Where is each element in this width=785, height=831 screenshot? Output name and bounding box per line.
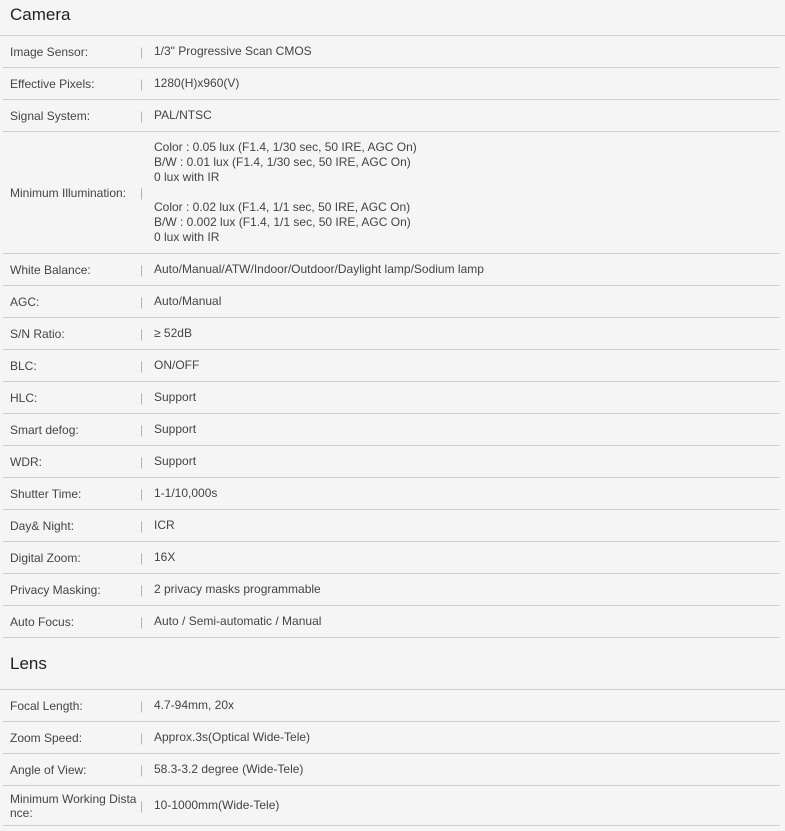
spec-row-shutter-time [3, 478, 780, 510]
spec-value: Color : 0.05 lux (F1.4, 1/30 sec, 50 IRE, AGC On) B/W : 0.01 lux (F1.4, 1/30 sec, 50 IRE, AGC On) 0 lux with IR Color : 0.02 lux (F1.4, 1/1 sec, 50 IRE, AGC On) B/W : 0.002 lux (F1.4, 1/1 sec, 50 IRE, AGC On) 0 lux with IR [154, 140, 417, 244]
spec-row-angle-of-view [3, 754, 780, 786]
spec-label: Privacy Masking: [10, 582, 101, 597]
spec-label: WDR: [10, 454, 42, 469]
spec-value: 58.3-3.2 degree (Wide-Tele) [154, 762, 304, 776]
spec-value: Auto / Semi-automatic / Manual [154, 614, 322, 628]
spec-row-image-sensor [3, 36, 780, 68]
spec-value: 2 privacy masks programmable [154, 582, 321, 596]
spec-row-auto-focus [3, 606, 780, 638]
spec-value: PAL/NTSC [154, 108, 212, 122]
spec-label: Focal Length: [10, 698, 83, 713]
spec-separator: | [140, 798, 144, 813]
spec-separator: | [140, 762, 144, 777]
spec-separator: | [140, 390, 144, 405]
spec-separator: | [140, 698, 144, 713]
spec-separator: | [140, 486, 144, 501]
spec-label: AGC: [10, 294, 40, 309]
spec-value: 16X [154, 550, 176, 564]
spec-separator: | [140, 262, 144, 277]
spec-label: HLC: [10, 390, 38, 405]
spec-row-focal-length [3, 690, 780, 722]
spec-value: 1280(H)x960(V) [154, 76, 240, 90]
spec-row-sn-ratio [3, 318, 780, 350]
spec-value: 4.7-94mm, 20x [154, 698, 235, 712]
spec-label: S/N Ratio: [10, 326, 65, 341]
spec-label: White Balance: [10, 262, 91, 277]
spec-row-blc [3, 350, 780, 382]
spec-row-hlc [3, 382, 780, 414]
spec-label: BLC: [10, 358, 37, 373]
spec-value: Auto/Manual [154, 294, 222, 308]
spec-row-minimum-illumination [3, 132, 780, 254]
spec-row-effective-pixels [3, 68, 780, 100]
spec-separator: | [140, 185, 144, 200]
section-title-camera: Camera [0, 0, 785, 36]
spec-value: 10-1000mm(Wide-Tele) [154, 798, 280, 812]
spec-value: Auto/Manual/ATW/Indoor/Outdoor/Daylight lamp/Sodium lamp [154, 262, 484, 276]
spec-row-digital-zoom [3, 542, 780, 574]
spec-separator: | [140, 454, 144, 469]
spec-label: Auto Focus: [10, 614, 75, 629]
spec-separator: | [140, 550, 144, 565]
spec-row-zoom-speed [3, 722, 780, 754]
spec-label: Minimum Working Distance: [10, 791, 137, 820]
spec-row-day-night [3, 510, 780, 542]
spec-separator: | [140, 614, 144, 629]
spec-separator: | [140, 582, 144, 597]
spec-label: Shutter Time: [10, 486, 82, 501]
spec-row-wdr [3, 446, 780, 478]
spec-separator: | [140, 108, 144, 123]
spec-label: Smart defog: [10, 422, 79, 437]
spec-value: 1/3" Progressive Scan CMOS [154, 44, 312, 58]
spec-row-minimum-working-distance [3, 786, 780, 826]
spec-row-privacy-masking [3, 574, 780, 606]
spec-label: Image Sensor: [10, 44, 89, 59]
spec-separator: | [140, 518, 144, 533]
spec-separator: | [140, 358, 144, 373]
spec-label: Minimum Illumination: [10, 185, 127, 200]
spec-separator: | [140, 730, 144, 745]
spec-separator: | [140, 294, 144, 309]
spec-value: ICR [154, 518, 175, 532]
spec-label: Day& Night: [10, 518, 75, 533]
spec-label: Angle of View: [10, 762, 87, 777]
spec-value: Support [154, 390, 197, 404]
spec-value: Approx.3s(Optical Wide-Tele) [154, 730, 311, 744]
spec-value: Support [154, 422, 197, 436]
spec-row-smart-defog [3, 414, 780, 446]
spec-value: ON/OFF [154, 358, 200, 372]
spec-value: 1-1/10,000s [154, 486, 218, 500]
spec-label: Effective Pixels: [10, 76, 95, 91]
spec-label: Digital Zoom: [10, 550, 81, 565]
spec-row-white-balance [3, 254, 780, 286]
spec-value: ≥ 52dB [154, 326, 192, 340]
spec-separator: | [140, 76, 144, 91]
spec-separator: | [140, 44, 144, 59]
spec-row-signal-system [3, 100, 780, 132]
spec-label: Signal System: [10, 108, 91, 123]
spec-value: Support [154, 454, 197, 468]
spec-separator: | [140, 422, 144, 437]
spec-label: Zoom Speed: [10, 730, 83, 745]
spec-row-agc [3, 286, 780, 318]
section-title-lens: Lens [0, 638, 785, 690]
spec-separator: | [140, 326, 144, 341]
